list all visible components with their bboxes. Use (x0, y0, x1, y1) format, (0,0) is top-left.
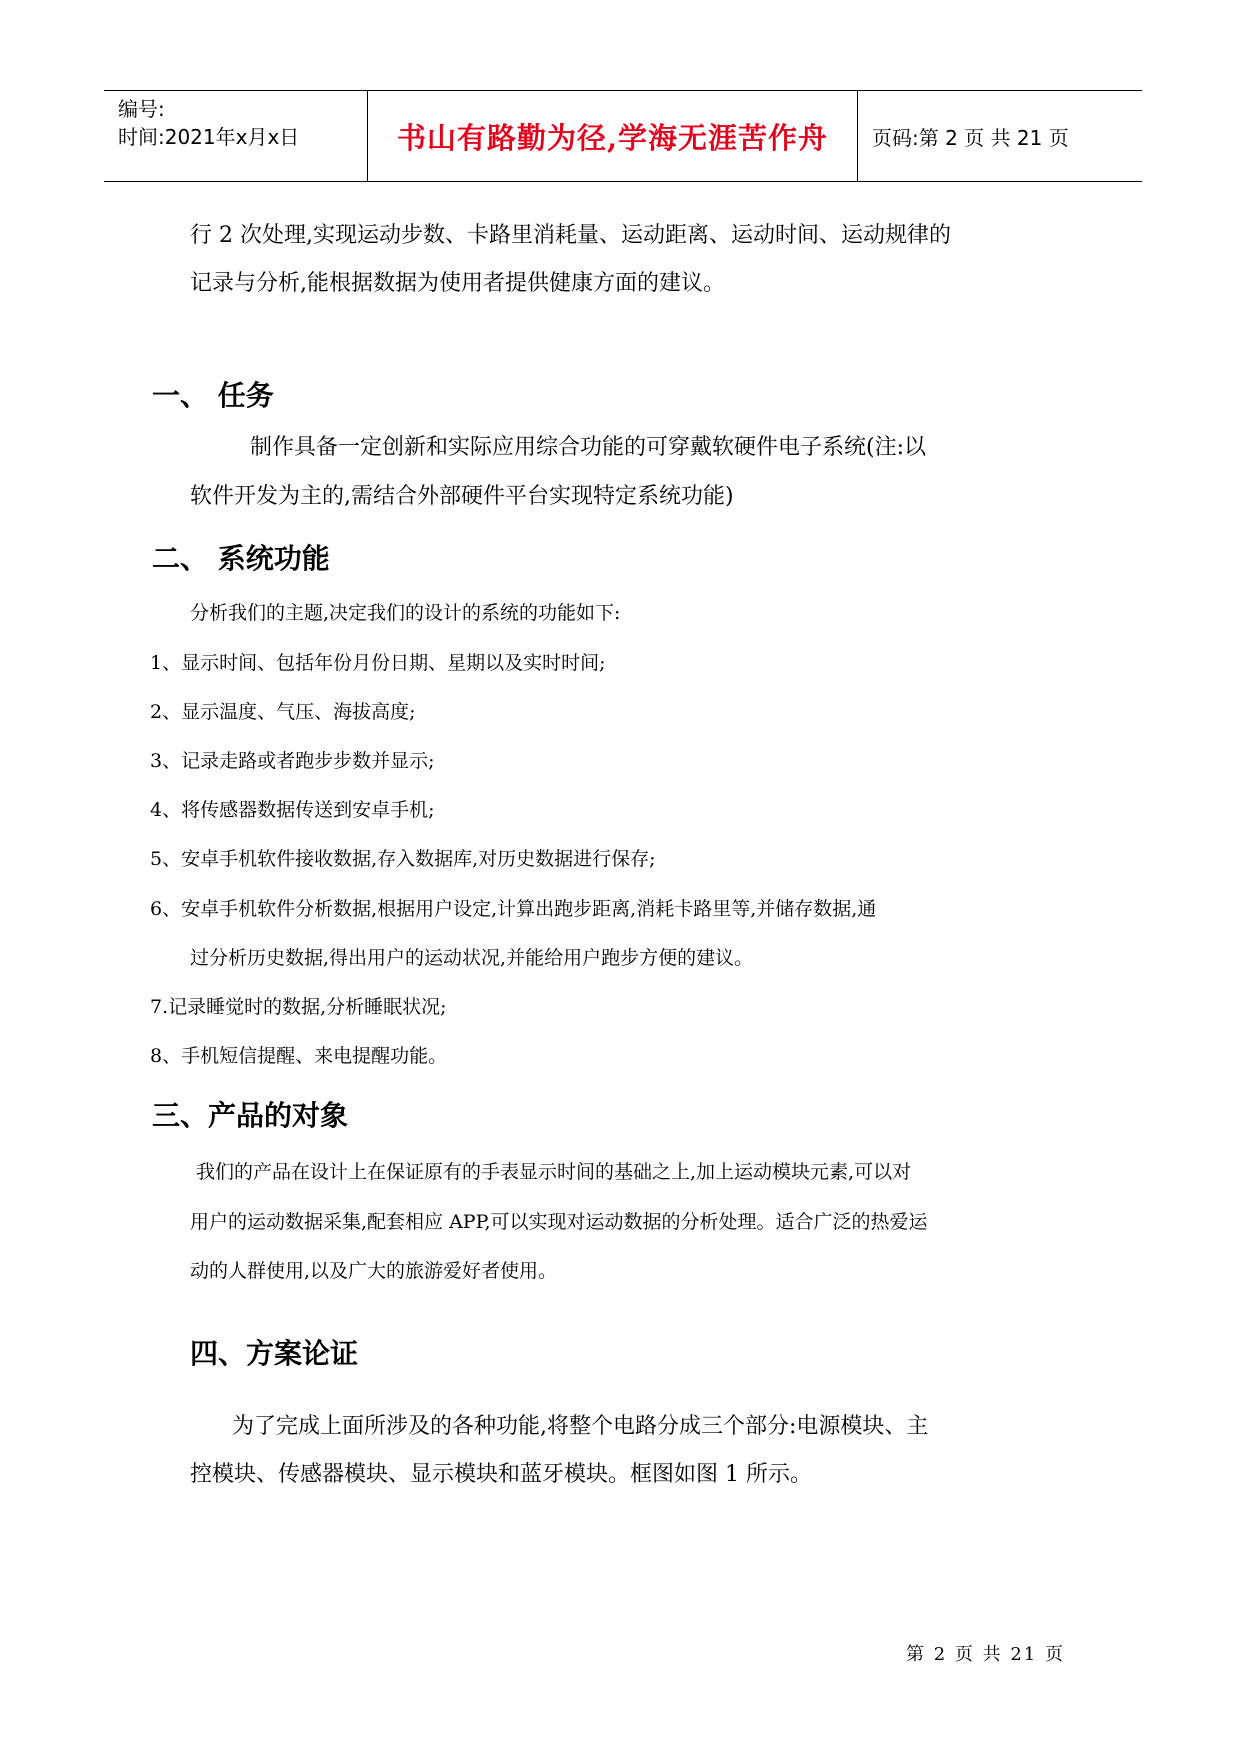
section-functions-title: 二、 系统功能 (152, 542, 330, 575)
function-item-6-cont: 过分析历史数据,得出用户的运动状况,并能给用户跑步方便的建议。 (190, 947, 754, 969)
target-line-1: 我们的产品在设计上在保证原有的手表显示时间的基础之上,加上运动模块元素,可以对 (196, 1161, 912, 1183)
target-line-2: 用户的运动数据采集,配套相应 APP,可以实现对运动数据的分析处理。适合广泛的热爱运 (190, 1211, 928, 1233)
function-item-2: 2、显示温度、气压、海拔高度; (150, 701, 416, 723)
serial-label: 编号: (118, 97, 165, 121)
header-motto: 书山有路勤为径,学海无涯苦作舟 (368, 91, 858, 181)
functions-intro: 分析我们的主题,决定我们的设计的系统的功能如下: (190, 602, 621, 624)
page-footer: 第 2 页 共 21 页 (906, 1644, 1065, 1665)
time-label: 时间:2021年x月x日 (118, 125, 300, 149)
function-item-3: 3、记录走路或者跑步步数并显示; (150, 750, 435, 772)
function-item-6: 6、安卓手机软件分析数据,根据用户设定,计算出跑步距离,消耗卡路里等,并储存数据,通 (150, 898, 877, 920)
page-header (104, 90, 1142, 182)
task-line-2: 软件开发为主的,需结合外部硬件平台实现特定系统功能) (190, 484, 734, 509)
function-item-8: 8、手机短信提醒、来电提醒功能。 (150, 1045, 448, 1067)
task-line-1: 制作具备一定创新和实际应用综合功能的可穿戴软硬件电子系统(注:以 (250, 435, 926, 460)
header-page-indicator: 页码:第 2 页 共 21 页 (872, 125, 1069, 150)
function-item-5: 5、安卓手机软件接收数据,存入数据库,对历史数据进行保存; (150, 848, 656, 870)
intro-line-2: 记录与分析,能根据数据为使用者提供健康方面的建议。 (190, 271, 725, 296)
section-target-title: 三、产品的对象 (152, 1099, 349, 1132)
intro-line-1: 行 2 次处理,实现运动步数、卡路里消耗量、运动距离、运动时间、运动规律的 (190, 223, 951, 248)
function-item-7: 7.记录睡觉时的数据,分析睡眠状况; (150, 996, 447, 1018)
header-meta (104, 91, 368, 181)
section-plan-title: 四、方案论证 (190, 1337, 359, 1370)
plan-line-1: 为了完成上面所涉及的各种功能,将整个电路分成三个部分:电源模块、主 (232, 1414, 929, 1439)
target-line-3: 动的人群使用,以及广大的旅游爱好者使用。 (190, 1260, 558, 1282)
plan-line-2: 控模块、传感器模块、显示模块和蓝牙模块。框图如图 1 所示。 (190, 1462, 812, 1487)
function-item-1: 1、显示时间、包括年份月份日期、星期以及实时时间; (150, 652, 606, 674)
section-task-title: 一、 任务 (152, 379, 274, 412)
function-item-4: 4、将传感器数据传送到安卓手机; (150, 799, 435, 821)
